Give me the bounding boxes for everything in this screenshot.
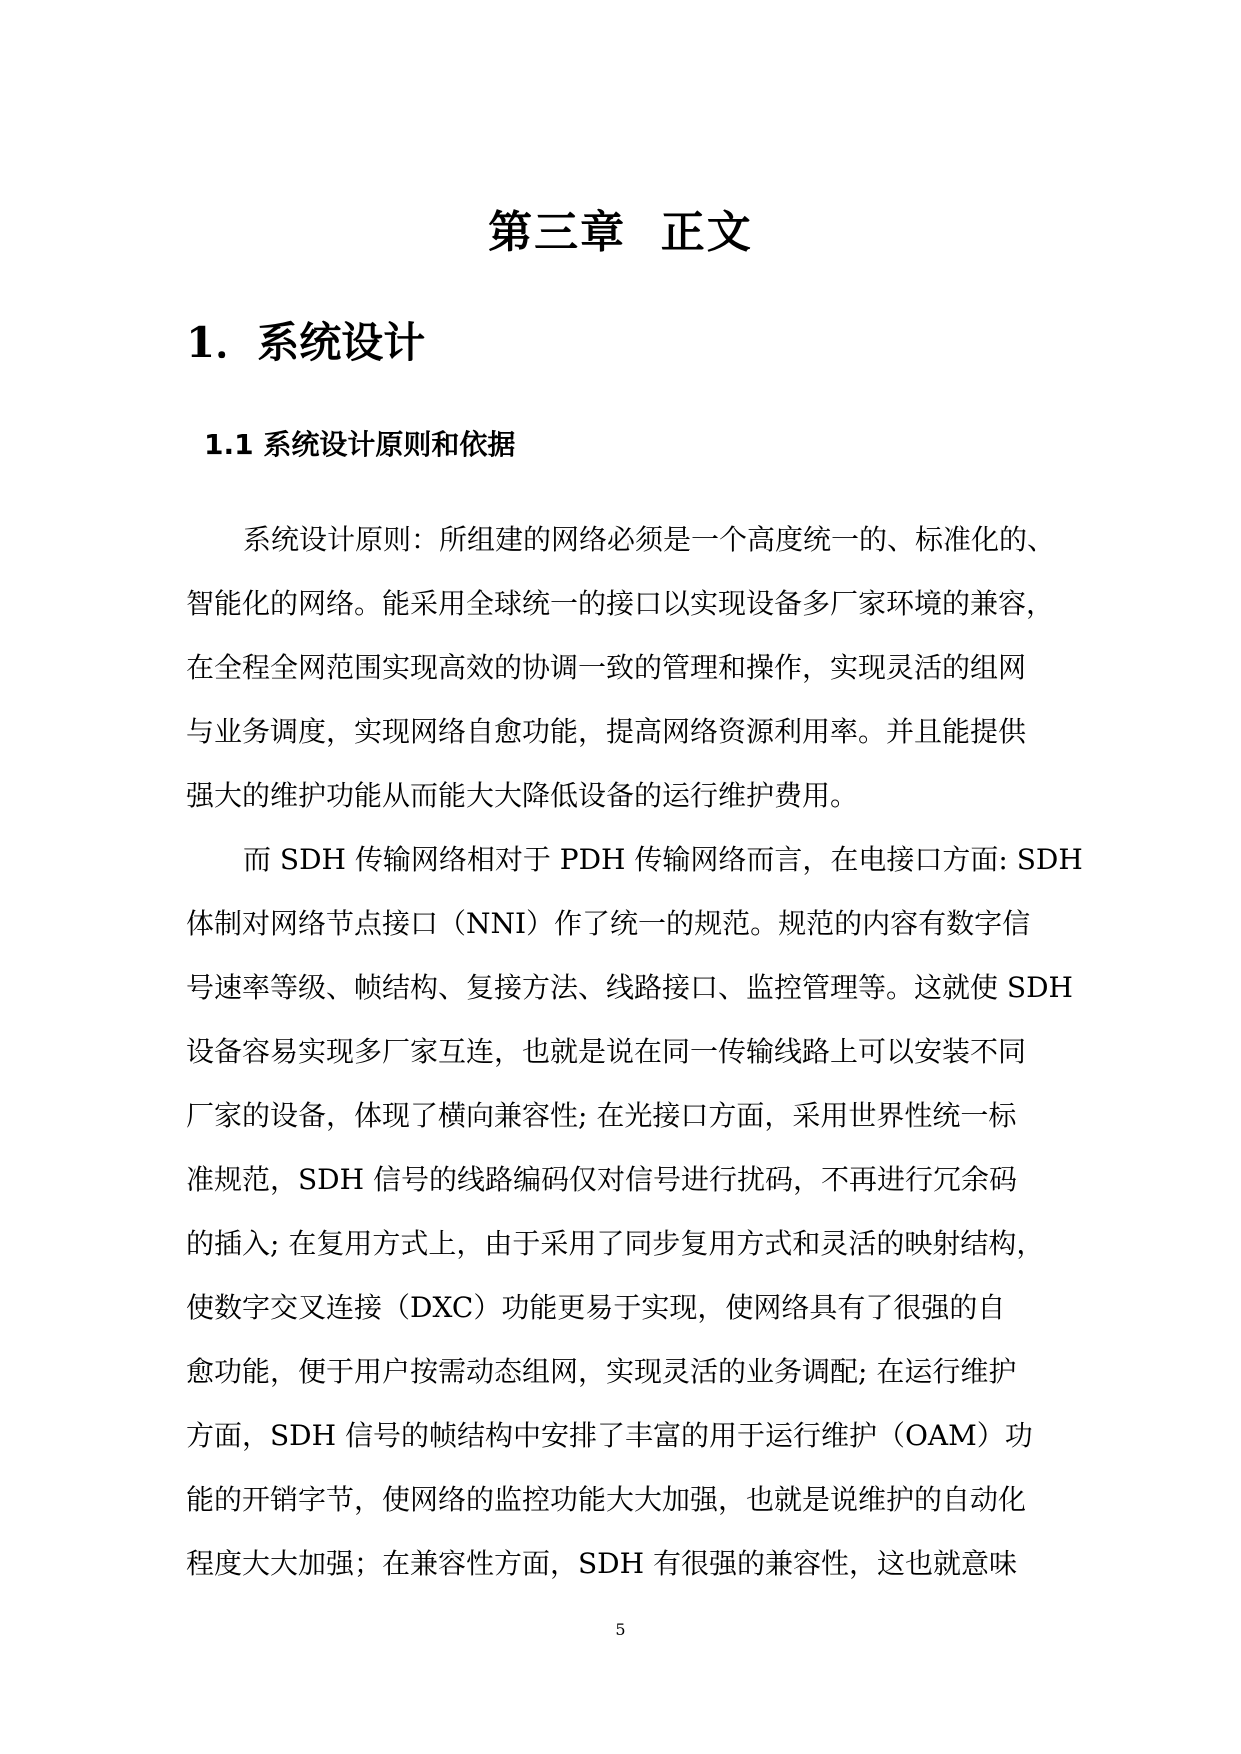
paragraph-line: 体制对网络节点接口（NNI）作了统一的规范。规范的内容有数字信 — [186, 907, 1031, 940]
paragraph-line: 而 SDH 传输网络相对于 PDH 传输网络而言，在电接口方面: SDH — [243, 843, 1083, 876]
paragraph-line: 系统设计原则：所组建的网络必须是一个高度统一的、标准化的、 — [243, 523, 1056, 556]
paragraph-line: 的插入; 在复用方式上，由于采用了同步复用方式和灵活的映射结构， — [186, 1227, 1045, 1260]
section-title: 1．系统设计 — [186, 318, 426, 367]
paragraph-line: 能的开销字节，使网络的监控功能大大加强，也就是说维护的自动化 — [186, 1483, 1027, 1516]
paragraph-design-principles — [186, 508, 1086, 828]
chapter-title: 第三章 正文 — [488, 207, 753, 258]
paragraph-line: 号速率等级、帧结构、复接方法、线路接口、监控管理等。这就使 SDH — [186, 971, 1073, 1004]
paragraph-line: 智能化的网络。能采用全球统一的接口以实现设备多厂家环境的兼容， — [186, 587, 1055, 620]
body-text — [186, 508, 1086, 1596]
paragraph-line: 愈功能，便于用户按需动态组网，实现灵活的业务调配; 在运行维护 — [186, 1355, 1017, 1388]
paragraph-line: 强大的维护功能从而能大大降低设备的运行维护费用。 — [186, 779, 859, 812]
paragraph-line: 厂家的设备，体现了横向兼容性; 在光接口方面，采用世界性统一标 — [186, 1099, 1017, 1132]
paragraph-line: 程度大大加强；在兼容性方面，SDH 有很强的兼容性，这也就意味 — [186, 1547, 1017, 1580]
paragraph-line: 与业务调度，实现网络自愈功能，提高网络资源利用率。并且能提供 — [186, 715, 1027, 748]
paragraph-line: 准规范，SDH 信号的线路编码仅对信号进行扰码，不再进行冗余码 — [186, 1163, 1017, 1196]
paragraph-line: 使数字交叉连接（DXC）功能更易于实现，使网络具有了很强的自 — [186, 1291, 1006, 1324]
paragraph-line: 在全程全网范围实现高效的协调一致的管理和操作，实现灵活的组网 — [186, 651, 1027, 684]
page-number: 5 — [615, 1620, 626, 1639]
paragraph-line: 方面，SDH 信号的帧结构中安排了丰富的用于运行维护（OAM）功 — [186, 1419, 1033, 1452]
subsection-title: 1.1 系统设计原则和依据 — [204, 428, 516, 461]
paragraph-line: 设备容易实现多厂家互连，也就是说在同一传输线路上可以安装不同 — [186, 1035, 1027, 1068]
paragraph-sdh-comparison — [186, 828, 1086, 1596]
